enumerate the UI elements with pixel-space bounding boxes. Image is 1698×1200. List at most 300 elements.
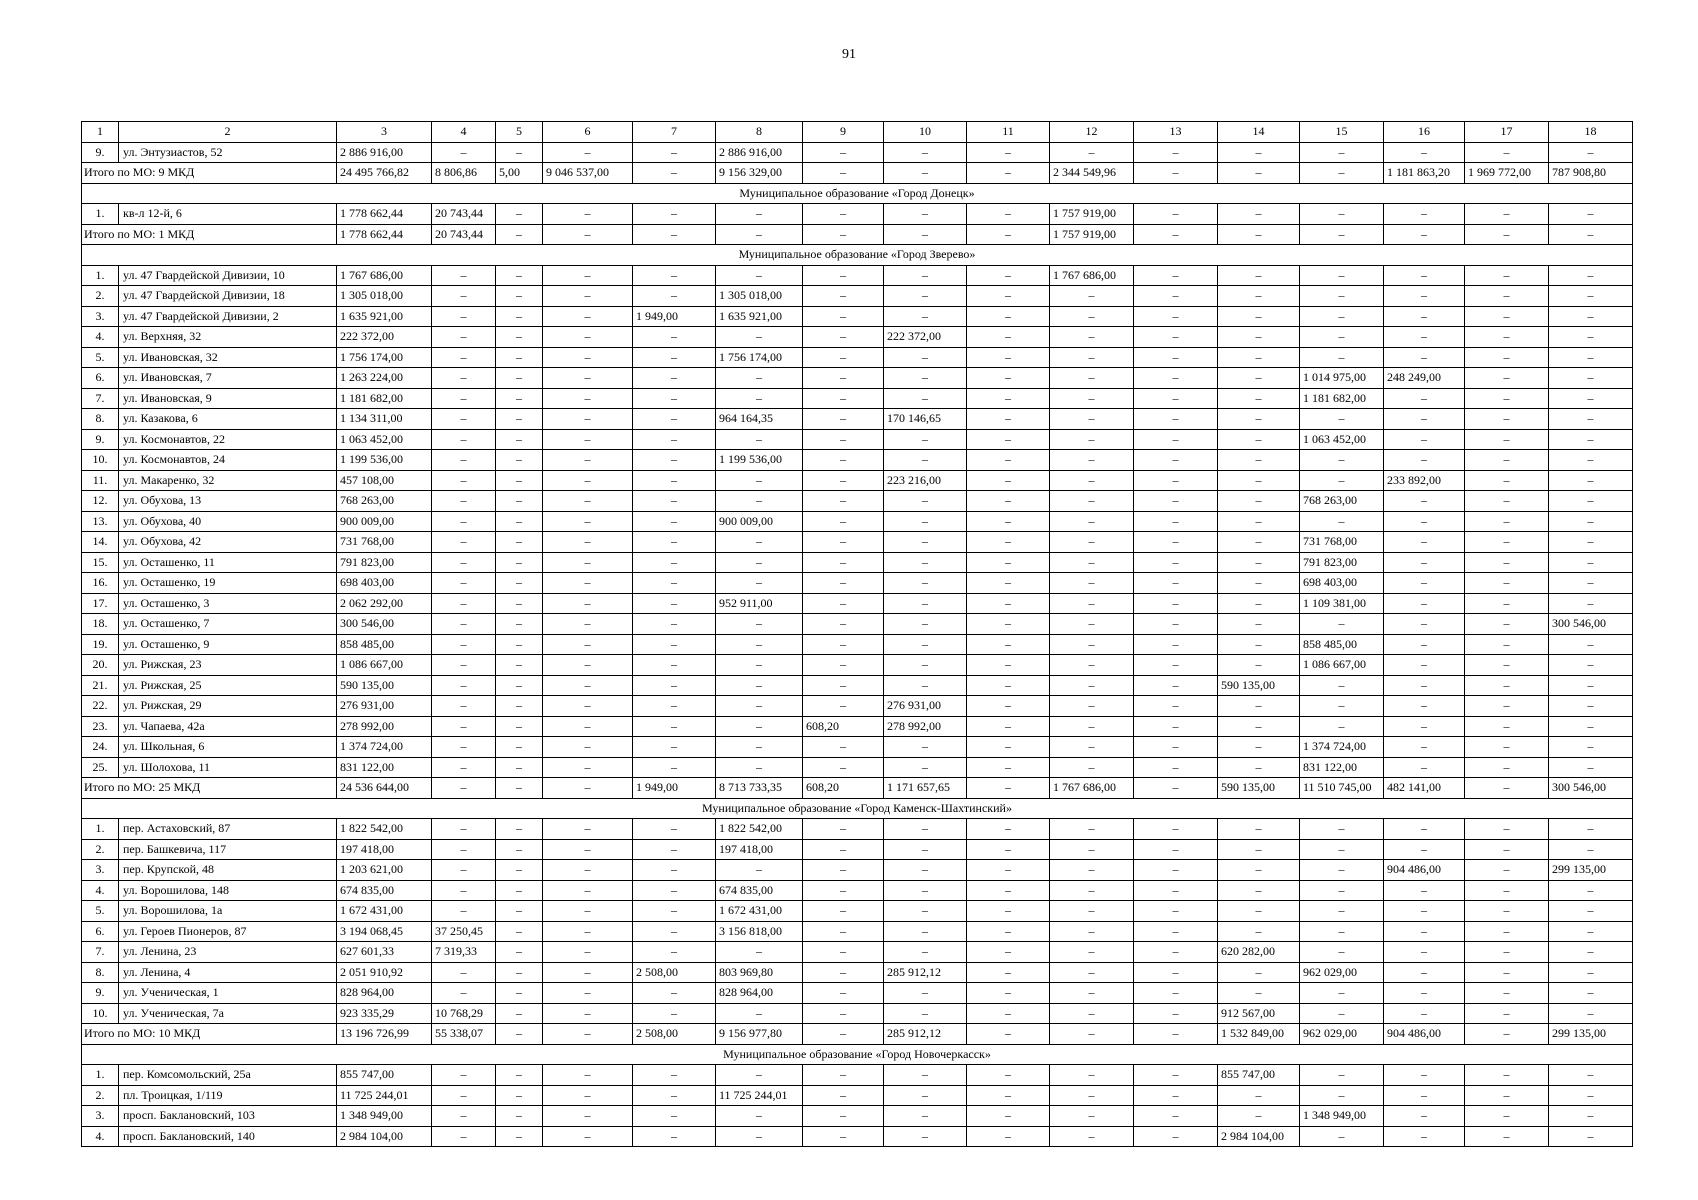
value-cell: – (633, 450, 716, 471)
value-cell: – (432, 819, 496, 840)
value-cell: – (1218, 511, 1300, 532)
total-cell: – (967, 1024, 1050, 1045)
value-cell: – (1384, 1126, 1465, 1147)
row-index: 1. (82, 265, 119, 286)
value-cell: – (1050, 614, 1134, 635)
value-cell: – (432, 614, 496, 635)
address-cell: ул. Осташенко, 11 (119, 552, 337, 573)
value-cell: – (432, 880, 496, 901)
value-cell: – (716, 573, 803, 594)
value-cell: – (432, 511, 496, 532)
value-cell: – (803, 942, 884, 963)
value-cell: – (1050, 409, 1134, 430)
value-cell: – (543, 347, 633, 368)
value-cell: – (432, 593, 496, 614)
value-cell: – (496, 532, 543, 553)
value-cell: 1 181 682,00 (337, 388, 432, 409)
value-cell: 731 768,00 (337, 532, 432, 553)
value-cell: – (1384, 593, 1465, 614)
total-cell: 2 344 549,96 (1050, 163, 1134, 184)
value-cell: – (633, 716, 716, 737)
value-cell: – (1465, 696, 1549, 717)
total-cell: 608,20 (803, 778, 884, 799)
value-cell: – (543, 286, 633, 307)
value-cell: – (1218, 573, 1300, 594)
value-cell: – (432, 634, 496, 655)
address-cell: ул. 47 Гвардейской Дивизии, 10 (119, 265, 337, 286)
value-cell: – (1134, 1126, 1218, 1147)
value-cell: – (1134, 429, 1218, 450)
total-cell: 904 486,00 (1384, 1024, 1465, 1045)
value-cell: – (803, 450, 884, 471)
value-cell: – (1549, 716, 1633, 737)
value-cell: 590 135,00 (337, 675, 432, 696)
value-cell: – (496, 901, 543, 922)
value-cell: 923 335,29 (337, 1003, 432, 1024)
value-cell: – (1384, 265, 1465, 286)
value-cell: 1 181 682,00 (1300, 388, 1384, 409)
table-row (82, 429, 1633, 450)
value-cell: – (803, 962, 884, 983)
section-header-row (82, 183, 1633, 204)
value-cell: – (716, 860, 803, 881)
value-cell: – (803, 1106, 884, 1127)
value-cell: – (716, 942, 803, 963)
table-row (82, 265, 1633, 286)
total-row (82, 163, 1633, 184)
total-cell: – (496, 224, 543, 245)
value-cell: – (1549, 593, 1633, 614)
value-cell: – (1465, 634, 1549, 655)
value-cell: 1 348 949,00 (337, 1106, 432, 1127)
value-cell: – (633, 593, 716, 614)
value-cell: – (1134, 696, 1218, 717)
value-cell: – (803, 860, 884, 881)
value-cell: – (496, 204, 543, 225)
value-cell: – (432, 839, 496, 860)
value-cell: – (496, 757, 543, 778)
value-cell: 170 146,65 (884, 409, 967, 430)
value-cell: – (1549, 1106, 1633, 1127)
value-cell: – (432, 327, 496, 348)
value-cell: – (1384, 880, 1465, 901)
value-cell: – (432, 1106, 496, 1127)
value-cell: – (1134, 737, 1218, 758)
value-cell: – (1050, 306, 1134, 327)
table-row (82, 1126, 1633, 1147)
value-cell: – (884, 757, 967, 778)
value-cell: – (1384, 983, 1465, 1004)
value-cell: – (1549, 983, 1633, 1004)
value-cell: – (1384, 306, 1465, 327)
address-cell: ул. Чапаева, 42а (119, 716, 337, 737)
value-cell: 855 747,00 (337, 1065, 432, 1086)
value-cell: – (633, 860, 716, 881)
value-cell: – (967, 737, 1050, 758)
value-cell: – (1218, 839, 1300, 860)
value-cell: – (1465, 1126, 1549, 1147)
value-cell: – (496, 1106, 543, 1127)
value-cell: – (1384, 429, 1465, 450)
value-cell: – (543, 860, 633, 881)
value-cell: – (633, 286, 716, 307)
value-cell: – (1384, 1085, 1465, 1106)
value-cell: – (1218, 757, 1300, 778)
total-label: Итого по МО: 1 МКД (82, 224, 337, 245)
value-cell: 1 756 174,00 (716, 347, 803, 368)
address-cell: ул. Ученическая, 1 (119, 983, 337, 1004)
value-cell: – (1549, 819, 1633, 840)
value-cell: – (884, 552, 967, 573)
value-cell: – (884, 880, 967, 901)
column-number: 8 (716, 122, 803, 143)
total-cell: 8 806,86 (432, 163, 496, 184)
value-cell: – (543, 409, 633, 430)
value-cell: – (1050, 1106, 1134, 1127)
value-cell: – (496, 737, 543, 758)
value-cell: – (496, 450, 543, 471)
value-cell: – (967, 306, 1050, 327)
value-cell: – (1300, 819, 1384, 840)
total-cell: 482 141,00 (1384, 778, 1465, 799)
table-row (82, 880, 1633, 901)
value-cell: – (1134, 306, 1218, 327)
value-cell: 1 109 381,00 (1300, 593, 1384, 614)
value-cell: – (1384, 737, 1465, 758)
value-cell: 1 767 686,00 (337, 265, 432, 286)
total-cell: 1 949,00 (633, 778, 716, 799)
value-cell: – (967, 696, 1050, 717)
value-cell: – (803, 737, 884, 758)
value-cell: – (633, 737, 716, 758)
value-cell: – (803, 593, 884, 614)
row-index: 6. (82, 368, 119, 389)
row-index: 10. (82, 450, 119, 471)
value-cell: – (633, 1106, 716, 1127)
value-cell: – (803, 204, 884, 225)
table-row (82, 1106, 1633, 1127)
value-cell: – (1134, 1085, 1218, 1106)
value-cell: – (1549, 573, 1633, 594)
value-cell: – (1549, 491, 1633, 512)
value-cell: – (1465, 901, 1549, 922)
value-cell: – (543, 470, 633, 491)
value-cell: – (432, 962, 496, 983)
total-cell: – (1218, 224, 1300, 245)
value-cell: – (1300, 901, 1384, 922)
value-cell: – (543, 532, 633, 553)
row-index: 7. (82, 942, 119, 963)
value-cell: – (803, 675, 884, 696)
value-cell: – (716, 368, 803, 389)
value-cell: – (884, 675, 967, 696)
value-cell: 2 984 104,00 (1218, 1126, 1300, 1147)
address-cell: ул. Ивановская, 9 (119, 388, 337, 409)
value-cell: – (1549, 532, 1633, 553)
value-cell: – (803, 265, 884, 286)
total-cell: 962 029,00 (1300, 1024, 1384, 1045)
value-cell: – (1050, 942, 1134, 963)
value-cell: 3 156 818,00 (716, 921, 803, 942)
value-cell: – (803, 470, 884, 491)
value-cell: – (1300, 942, 1384, 963)
value-cell: – (543, 204, 633, 225)
value-cell: 858 485,00 (1300, 634, 1384, 655)
value-cell: – (1300, 470, 1384, 491)
value-cell: – (432, 409, 496, 430)
value-cell: – (1384, 757, 1465, 778)
address-cell: пер. Астаховский, 87 (119, 819, 337, 840)
value-cell: – (1218, 593, 1300, 614)
value-cell: – (1384, 142, 1465, 163)
value-cell: – (496, 962, 543, 983)
value-cell: – (884, 839, 967, 860)
value-cell: 828 964,00 (716, 983, 803, 1004)
value-cell: – (967, 573, 1050, 594)
total-cell: – (716, 224, 803, 245)
value-cell: – (803, 1085, 884, 1106)
value-cell: – (1465, 1065, 1549, 1086)
value-cell: – (884, 593, 967, 614)
value-cell: 278 992,00 (337, 716, 432, 737)
row-index: 4. (82, 880, 119, 901)
value-cell: – (1549, 265, 1633, 286)
value-cell: – (803, 880, 884, 901)
value-cell: – (803, 142, 884, 163)
value-cell: – (1465, 532, 1549, 553)
address-cell: ул. Космонавтов, 24 (119, 450, 337, 471)
value-cell: – (496, 593, 543, 614)
value-cell: – (496, 655, 543, 676)
value-cell: – (1384, 388, 1465, 409)
value-cell: – (884, 860, 967, 881)
value-cell: 803 969,80 (716, 962, 803, 983)
value-cell: – (543, 265, 633, 286)
value-cell: 620 282,00 (1218, 942, 1300, 963)
value-cell: – (1050, 655, 1134, 676)
value-cell: – (967, 860, 1050, 881)
value-cell: – (1300, 1003, 1384, 1024)
value-cell: – (716, 552, 803, 573)
value-cell: – (1218, 368, 1300, 389)
value-cell: – (1050, 696, 1134, 717)
address-cell: ул. Ленина, 23 (119, 942, 337, 963)
value-cell: – (1134, 286, 1218, 307)
total-cell: – (543, 778, 633, 799)
value-cell: – (1384, 409, 1465, 430)
value-cell: – (543, 942, 633, 963)
value-cell: 1 635 921,00 (337, 306, 432, 327)
table-row (82, 552, 1633, 573)
total-cell: 24 536 644,00 (337, 778, 432, 799)
value-cell: – (716, 470, 803, 491)
value-cell: – (1465, 819, 1549, 840)
value-cell: – (543, 655, 633, 676)
value-cell: – (1134, 634, 1218, 655)
total-cell: 5,00 (496, 163, 543, 184)
value-cell: – (884, 204, 967, 225)
total-cell: 1 171 657,65 (884, 778, 967, 799)
value-cell: – (1465, 511, 1549, 532)
value-cell: – (1134, 655, 1218, 676)
value-cell: – (1218, 1085, 1300, 1106)
value-cell: – (884, 634, 967, 655)
value-cell: – (543, 962, 633, 983)
value-cell: – (543, 327, 633, 348)
row-index: 19. (82, 634, 119, 655)
total-cell: – (1300, 224, 1384, 245)
value-cell: – (496, 1003, 543, 1024)
value-cell: – (1050, 142, 1134, 163)
value-cell: – (1134, 552, 1218, 573)
value-cell: – (543, 1003, 633, 1024)
value-cell: – (884, 265, 967, 286)
value-cell: – (1218, 552, 1300, 573)
value-cell: – (803, 347, 884, 368)
value-cell: – (1549, 1085, 1633, 1106)
value-cell: – (1300, 265, 1384, 286)
value-cell: – (1465, 716, 1549, 737)
value-cell: – (1050, 880, 1134, 901)
value-cell: – (1549, 901, 1633, 922)
value-cell: – (1134, 983, 1218, 1004)
value-cell: – (432, 1065, 496, 1086)
value-cell: – (803, 573, 884, 594)
value-cell: – (1300, 880, 1384, 901)
address-cell: ул. Ворошилова, 1а (119, 901, 337, 922)
value-cell: – (633, 368, 716, 389)
total-cell: 11 510 745,00 (1300, 778, 1384, 799)
address-cell: ул. Героев Пионеров, 87 (119, 921, 337, 942)
value-cell: – (1134, 839, 1218, 860)
value-cell: – (1465, 306, 1549, 327)
value-cell: – (1218, 655, 1300, 676)
value-cell: – (967, 368, 1050, 389)
value-cell: – (716, 327, 803, 348)
value-cell: – (1050, 675, 1134, 696)
value-cell: 1 757 919,00 (1050, 204, 1134, 225)
section-title: Муниципальное образование «Город Донецк» (82, 183, 1633, 204)
value-cell: – (884, 655, 967, 676)
value-cell: – (543, 921, 633, 942)
value-cell: 37 250,45 (432, 921, 496, 942)
table-row (82, 204, 1633, 225)
row-index: 7. (82, 388, 119, 409)
address-cell: ул. Осташенко, 19 (119, 573, 337, 594)
value-cell: – (1300, 1085, 1384, 1106)
value-cell: – (716, 532, 803, 553)
value-cell: – (803, 429, 884, 450)
value-cell: – (1300, 511, 1384, 532)
value-cell: 1 199 536,00 (337, 450, 432, 471)
value-cell: – (803, 696, 884, 717)
value-cell: – (967, 1106, 1050, 1127)
value-cell: – (633, 983, 716, 1004)
value-cell: – (716, 614, 803, 635)
table-row (82, 716, 1633, 737)
value-cell: – (1384, 347, 1465, 368)
total-row (82, 1024, 1633, 1045)
address-cell: ул. Энтузиастов, 52 (119, 142, 337, 163)
row-index: 3. (82, 306, 119, 327)
value-cell: – (1465, 142, 1549, 163)
value-cell: – (1134, 142, 1218, 163)
total-cell: – (803, 163, 884, 184)
row-index: 18. (82, 614, 119, 635)
value-cell: – (967, 1085, 1050, 1106)
value-cell: – (803, 1126, 884, 1147)
address-cell: просп. Баклановский, 140 (119, 1126, 337, 1147)
address-cell: ул. Казакова, 6 (119, 409, 337, 430)
value-cell: – (633, 901, 716, 922)
value-cell: – (432, 901, 496, 922)
value-cell: – (432, 757, 496, 778)
table-row (82, 368, 1633, 389)
value-cell: – (543, 1085, 633, 1106)
total-cell: 13 196 726,99 (337, 1024, 432, 1045)
value-cell: – (1384, 942, 1465, 963)
column-number: 9 (803, 122, 884, 143)
section-title: Муниципальное образование «Город Новочеркасск» (82, 1044, 1633, 1065)
value-cell: – (1218, 1106, 1300, 1127)
total-cell: 20 743,44 (432, 224, 496, 245)
table-row (82, 634, 1633, 655)
value-cell: – (1134, 388, 1218, 409)
value-cell: 276 931,00 (337, 696, 432, 717)
value-cell: 2 051 910,92 (337, 962, 432, 983)
value-cell: – (1134, 860, 1218, 881)
total-cell: – (1300, 163, 1384, 184)
value-cell: – (1300, 327, 1384, 348)
value-cell: – (633, 532, 716, 553)
column-number: 4 (432, 122, 496, 143)
total-cell: – (543, 224, 633, 245)
value-cell: – (1050, 470, 1134, 491)
value-cell: – (1384, 450, 1465, 471)
value-cell: – (633, 839, 716, 860)
value-cell: – (803, 532, 884, 553)
value-cell: – (884, 614, 967, 635)
value-cell: – (1134, 204, 1218, 225)
value-cell: – (1050, 716, 1134, 737)
value-cell: – (1549, 942, 1633, 963)
value-cell: 1 203 621,00 (337, 860, 432, 881)
value-cell: – (543, 306, 633, 327)
value-cell: – (967, 142, 1050, 163)
row-index: 25. (82, 757, 119, 778)
value-cell: – (1465, 757, 1549, 778)
table-row (82, 901, 1633, 922)
value-cell: – (884, 1106, 967, 1127)
value-cell: – (633, 204, 716, 225)
row-index: 4. (82, 327, 119, 348)
value-cell: – (633, 942, 716, 963)
value-cell: – (1134, 614, 1218, 635)
value-cell: – (967, 921, 1050, 942)
value-cell: – (1549, 470, 1633, 491)
value-cell: – (633, 1126, 716, 1147)
row-index: 9. (82, 429, 119, 450)
value-cell: 828 964,00 (337, 983, 432, 1004)
value-cell: 1 822 542,00 (716, 819, 803, 840)
value-cell: – (1218, 204, 1300, 225)
value-cell: 1 263 224,00 (337, 368, 432, 389)
value-cell: – (1134, 819, 1218, 840)
value-cell: – (1384, 716, 1465, 737)
value-cell: – (496, 552, 543, 573)
value-cell: 855 747,00 (1218, 1065, 1300, 1086)
row-index: 2. (82, 839, 119, 860)
